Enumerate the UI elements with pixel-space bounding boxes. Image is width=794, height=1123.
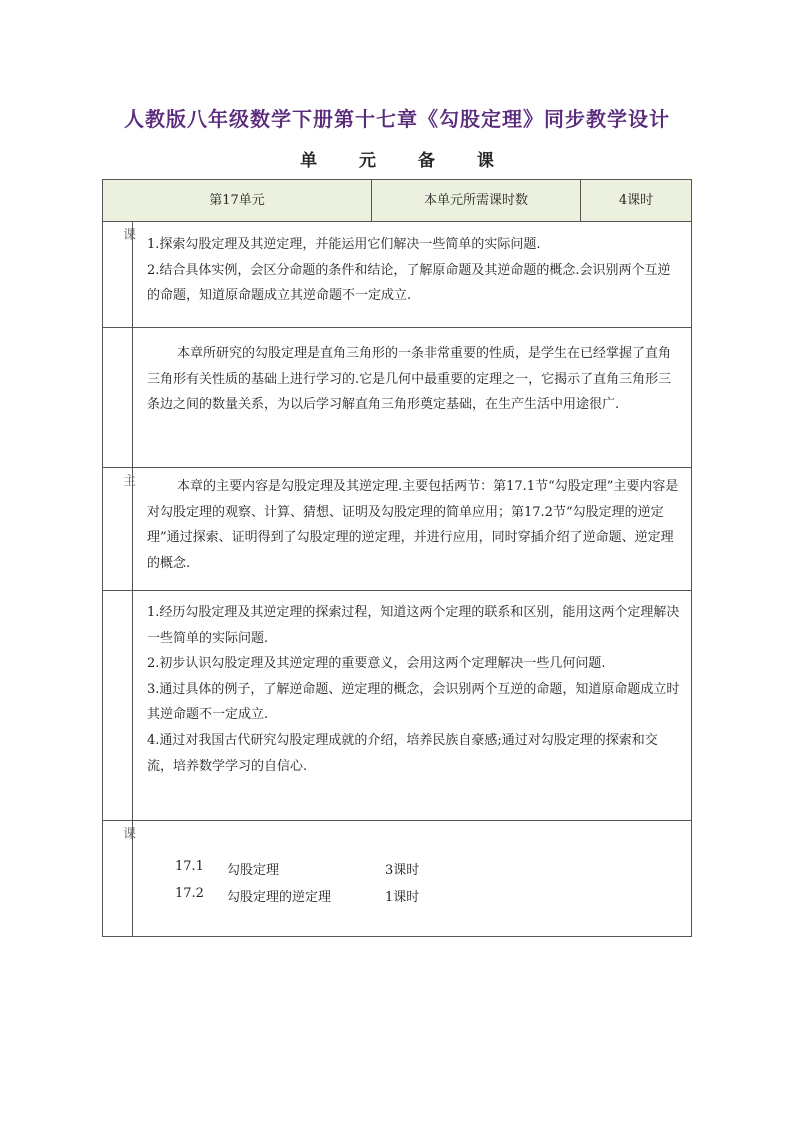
main-content-row xyxy=(103,468,691,591)
row-label: 主 xyxy=(123,474,137,489)
objective-item: 1.经历勾股定理及其逆定理的探索过程，知道这两个定理的联系和区别，能用这两个定理解决一些简单的实际问题. xyxy=(147,605,680,646)
row-label-cell xyxy=(103,591,133,820)
hours-value-cell: 4课时 xyxy=(618,193,654,208)
objectives-row xyxy=(103,591,691,821)
hours-label-cell: 本单元所需课时数 xyxy=(372,180,581,221)
unit-plan-table xyxy=(102,179,692,937)
curriculum-standards-row xyxy=(103,222,691,328)
section-hours: 1课时 xyxy=(385,890,420,905)
section-number: 17.1 xyxy=(175,859,204,874)
objective-item: 4.通过对我国古代研究勾股定理成就的介绍，培养民族自豪感;通过对勾股定理的探索和交流，培养数学学习的自信心. xyxy=(147,732,658,774)
status-row xyxy=(103,328,691,468)
row-label-cell xyxy=(103,222,137,327)
row-label: 课 xyxy=(123,827,137,842)
section-name: 勾股定理的逆定理 xyxy=(227,890,332,905)
row-label-cell xyxy=(103,468,137,590)
section-hours: 3课时 xyxy=(385,863,420,878)
document-title: 人教版八年级数学下册第十七章《勾股定理》同步教学设计 xyxy=(124,107,670,131)
document-subtitle: 单 元 备 课 xyxy=(300,151,512,171)
table-header-row xyxy=(103,180,691,222)
status-content xyxy=(147,341,681,418)
objective-item: 2.初步认识勾股定理及其逆定理的重要意义，会用这两个定理解决一些几何问题. xyxy=(147,656,606,672)
row-label: 课 xyxy=(123,228,137,243)
row-label-cell xyxy=(103,328,133,467)
row-label-cell xyxy=(103,821,137,937)
objective-item: 3.通过具体的例子，了解逆命题、逆定理的概念，会识别两个互逆的命题，知道原命题成立时其逆命题不一定成立. xyxy=(147,681,680,723)
standards-content xyxy=(147,232,681,309)
status-paragraph: 本章所研究的勾股定理是直角三角形的一条非常重要的性质，是学生在已经掌握了直角三角形有关性质的基础上进行学习的.它是几何中最重要的定理之一，它揭示了直角三角形三条边之间的数量关系，为以后学习解直角三角形奠定基础，在生产生活中用途很广. xyxy=(147,346,672,413)
main-content-paragraph: 本章的主要内容是勾股定理及其逆定理.主要包括两节：第17.1节“勾股定理”主要内容是对勾股定理的观察、计算、猜想、证明及勾股定理的简单应用；第17.2节“勾股定理的逆定理”通过探索、证明得到了勾股定理的逆定理，并进行应用，同时穿插介绍了逆命题、逆定理的概念. xyxy=(147,479,679,571)
unit-number-cell: 第17单元 xyxy=(103,180,372,221)
objectives-content xyxy=(147,600,681,779)
standards-item: 2.结合具体实例，会区分命题的条件和结论，了解原命题及其逆命题的概念.会识别两个互逆的命题，知道原命题成立其逆命题不一定成立. xyxy=(147,262,671,304)
section-number: 17.2 xyxy=(175,886,204,901)
standards-item: 1.探索勾股定理及其逆定理，并能运用它们解决一些简单的实际问题. xyxy=(147,237,541,252)
main-content xyxy=(147,474,681,576)
section-name: 勾股定理 xyxy=(227,863,280,878)
schedule-row xyxy=(103,821,691,937)
